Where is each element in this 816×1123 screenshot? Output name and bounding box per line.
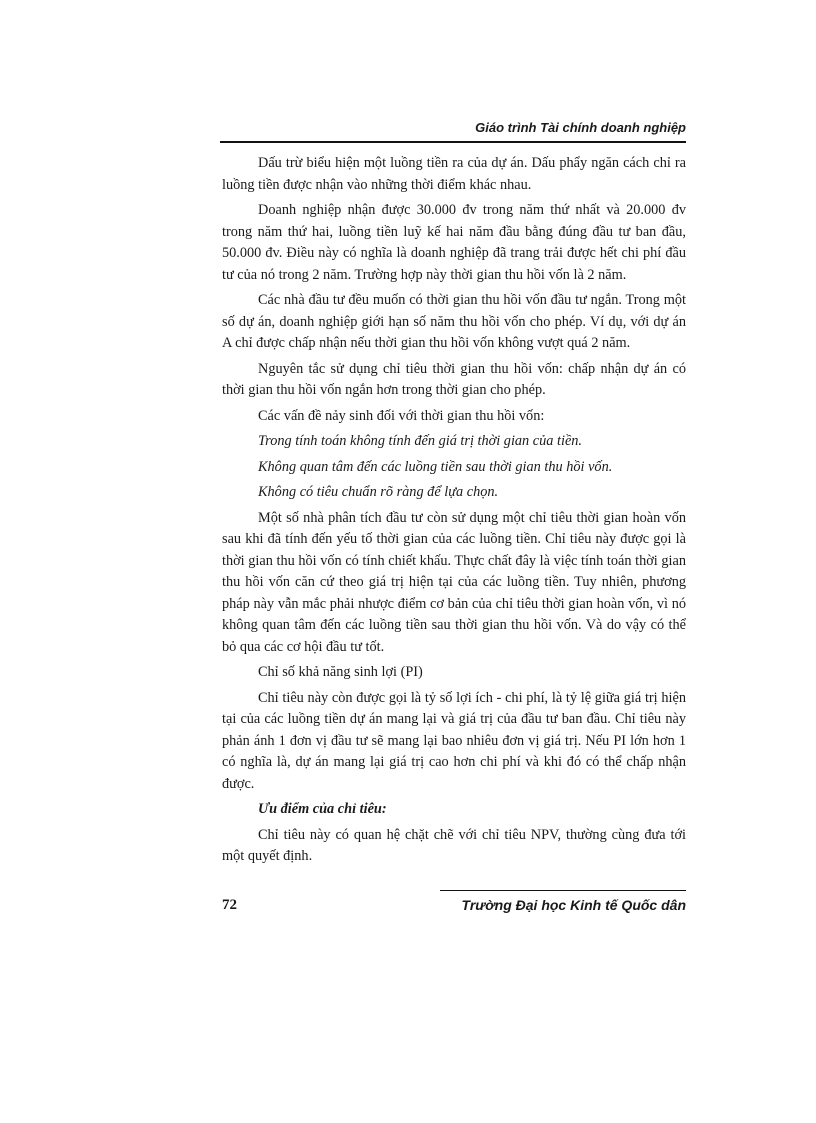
list-item-italic: Trong tính toán không tính đến giá trị thời gian của tiền.: [258, 433, 583, 449]
list-item-italic: Không quan tâm đến các luồng tiền sau thời gian thu hồi vốn.: [258, 458, 613, 475]
paragraph: Dấu trừ biểu hiện một luồng tiền ra của dự án. Dấu phẩy ngăn cách chỉ ra luồng tiền được nhận vào những thời điểm khác nhau.: [222, 155, 686, 193]
body-text: [222, 153, 686, 872]
paragraph: Chỉ tiêu này còn được gọi là tỷ số lợi ích - chi phí, là tỷ lệ giữa giá trị hiện tại của các luồng tiền dự án mang lại và giá trị của đầu tư ban đầu. Chỉ tiêu này phản ánh 1 đơn vị đầu tư sẽ mang lại bao nhiêu đơn vị giá trị. Nếu PI lớn hơn 1 có nghĩa là, dự án mang lại giá trị cao hơn chi phí và khi đó có thể chấp nhận được.: [222, 689, 686, 792]
paragraph: Một số nhà phân tích đầu tư còn sử dụng một chỉ tiêu thời gian hoàn vốn sau khi đã tính đến yếu tố thời gian của các luồng tiền. Chỉ tiêu này được gọi là thời gian thu hồi vốn có tính chiết khấu. Thực chất đây là việc tính toán thời gian thu hồi vốn căn cứ theo giá trị hiện tại của các luồng tiền. Tuy nhiên, phương pháp này vẫn mắc phải nhược điểm cơ bản của chỉ tiêu thời gian hoàn vốn, vì nó không quan tâm đến các luồng tiền sau thời gian thu hồi vốn. Và do vậy có thể bỏ qua các cơ hội đầu tư tốt.: [222, 509, 686, 655]
header-rule: [220, 141, 686, 143]
paragraph: Chỉ tiêu này có quan hệ chặt chẽ với chỉ tiêu NPV, thường cùng đưa tới một quyết định.: [222, 826, 686, 864]
paragraph: Doanh nghiệp nhận được 30.000 đv trong năm thứ nhất và 20.000 đv trong năm thứ hai, luồng tiền luỹ kế hai năm đầu bằng đúng đầu tư ban đầu, 50.000 đv. Điều này có nghĩa là doanh nghiệp đã trang trải được hết chi phí đầu tư của nó trong 2 năm. Trường hợp này thời gian thu hồi vốn là 2 năm.: [222, 202, 686, 283]
paragraph: Các vấn đề nảy sinh đối với thời gian thu hồi vốn:: [258, 407, 545, 424]
paragraph: Các nhà đầu tư đều muốn có thời gian thu hồi vốn đầu tư ngắn. Trong một số dự án, doanh nghiệp giới hạn số năm thu hồi vốn cho phép. Ví dụ, với dự án A chỉ được chấp nhận nếu thời gian thu hồi vốn không vượt quá 2 năm.: [222, 292, 686, 351]
subheading-advantages: Ưu điểm của chỉ tiêu:: [258, 801, 387, 817]
list-item-italic: Không có tiêu chuẩn rõ ràng để lựa chọn.: [258, 484, 499, 500]
running-header-title: Giáo trình Tài chính doanh nghiệp: [475, 120, 686, 135]
footer-rule: [440, 890, 686, 891]
page-number: 72: [222, 897, 237, 913]
section-heading: Chỉ số khả năng sinh lợi (PI): [258, 664, 423, 680]
footer-institution: Trường Đại học Kinh tế Quốc dân: [461, 897, 686, 913]
paragraph: Nguyên tắc sử dụng chỉ tiêu thời gian thu hồi vốn: chấp nhận dự án có thời gian thu hồi vốn ngắn hơn trong thời gian cho phép.: [222, 360, 686, 398]
